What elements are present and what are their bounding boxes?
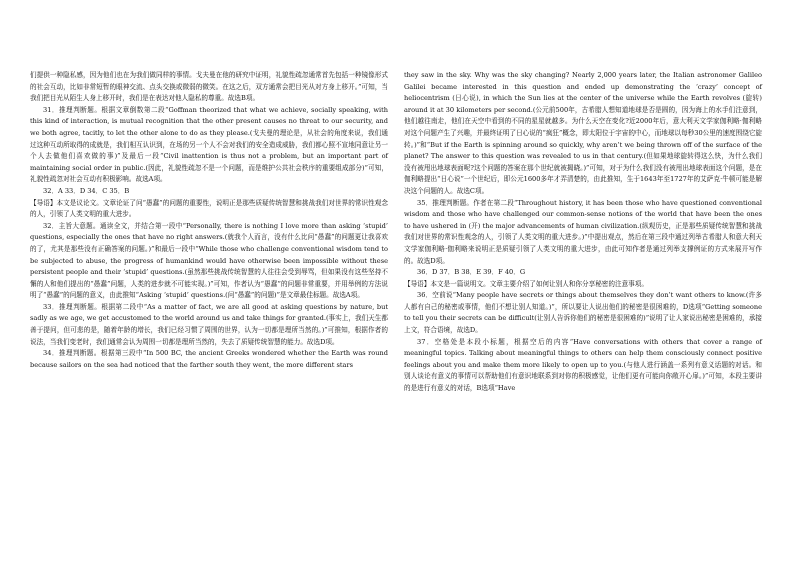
paragraph-r0: they saw in the sky. Why was the sky changing? Nearly 2,000 years later, the Italian astronomer Galileo Galilei became interested in this question and ended up demonstrating the ‘crazy’ concept of heliocentrism (日心说), in which the Sun lies at the center of the universe while the Earth revolves (旋转) around it at 30 kilometers per second.(公元前500年，古希腊人想知道地球是否是圆的，因为海上的水手们注意到，他们越往南走，他们在天空中看到的不同的星星就越多。为什么天空在变化?近2000年后，意大利天文学家伽利略·伽利略对这个问题产生了兴趣，并最终证明了日心说的“疯狂”概念，即太阳位于宇宙的中心，而地球以每秒30公里的速度围绕它旋转。)”和“But if the Earth is spinning around so quickly, why aren’t we being thrown off of the surface of the planet? The answer to this question was revealed to us in that century.(但如果地球旋转得这么快，为什么我们没有被甩出地球表面呢?这个问题的答案在那个世纪就被揭晓。)”可知，对于为什么我们没有被甩出地球表面这个问题，是在伽利略提出“日心说”一个世纪后，即公元1600多年才弄清楚的，由此推知，生于1643年至1727年的艾萨克·牛顿可能是解决这个问题的人。故选C项。 [404, 71, 763, 195]
paragraph-l6: 34．推理判断题。根据第三段中“In 500 BC, the ancient Greeks wondered whether the Earth was round because sailors on the sea had noticed that the farther south they went, the more different stars [30, 349, 388, 369]
paragraph-l0: 们提供一种隐私感，因为他们也在为我们做同样的事情。戈夫曼在他的研究中证明，礼貌性疏忽通常首先包括一种镜像形式的社会互动，比如非常短暂的眼神交流、点头交换或微弱的微笑。在这之后，双方通常会把目光从对方身上移开。”可知，当我们把目光从陌生人身上移开时，我们是在表达对他人隐私的尊重。故选B项。 [30, 71, 388, 103]
paragraph-r5: 37．空格处是本段小标题，根据空后的内容“Have conversations with others that cover a range of meaningful topics. Talking about meaningful things to others can help them consciously connect positive feelings about you and make them more likely to open up to you.(与他人进行涵盖一系列有意义话题的对话。和别人谈论有意义的事情可以帮助他们有意识地联系到对你的积极感觉，让他们更有可能向你敞开心扉。)”可知，本段主要讲的是进行有意义的对话，B选项“Have [404, 337, 762, 393]
paragraph-l1: 31．推理判断题。根据文章倒数第二段“Goffman theorized that what we achieve, socially speaking, with this kind of interaction, is mutual recognition that the other present causes no threat to our security, and we both agree, tacitly, to let the other alone to do as they please.(戈夫曼的理论是，从社会的角度来说，我们通过这种互动所取得的成就是，我们相互认识到，在场的另一个人不会对我们的安全造成威胁，我们都心照不宣地同意让另一个人去做他们喜欢做的事)”及最后一段“Civil inattention is thus not a problem, but an important part of maintaining social order in public.(因此，礼貌性疏忽不是一个问题，而是维护公共社会秩序的重要组成部分)”可知，礼貌性疏忽对社会互动有积极影响。故选A项。 [30, 105, 388, 184]
paragraph-r4: 36．空前说“Many people have secrets or things about themselves they don’t want others to know.(许多人都有自己的秘密或事情，他们不想让别人知道。)”，所以要让人说出他们的秘密是很困难的，D选项“Getting someone to tell you their secrets can be difficult(让别人告诉你他们的秘密是很困难的)”说明了让人家说出秘密是困难的，承接上文，符合语境，故选D。 [404, 291, 762, 335]
answer-key-32-35: 32．A 33．D 34．C 35．B [43, 186, 130, 195]
paragraph-l3: 【导语】本文是议论文。文章论证了问“愚蠢”的问题的重要性，说明正是那些质疑传统智慧和挑战我们对世界的常识性观念的人，引领了人类文明的重大进步。 [30, 198, 388, 219]
paragraph-r3: 【导语】本文是一篇说明文。文章主要介绍了如何让别人和你分享秘密的注意事项。 [404, 279, 648, 288]
paragraph-r1: 35．推理判断题。作者在第二段“Throughout history, it has been those who have questioned conventional wisdom and those who have challenged our common-sense notions of the world that have been the ones to have ushered in (开) the major advancements of human civilization.(纵观历史，正是那些质疑传统智慧和挑战我们对世界的常识性观念的人，引领了人类文明的重大进步。)”中提出观点，然后在第三段中通过列举古希腊人和意大利天文学家伽利略·伽利略来说明正是质疑引领了人类文明的重大进步，由此可知作者是通过列举支撑例证的方式来展开写作的。故选D项。 [404, 198, 762, 265]
paragraph-l5: 33．推理判断题。根据第二段中“As a matter of fact, we are all good at asking questions by nature, but sadly as we age, we get accustomed to the world around us and take things for granted.(事实上，我们天生都善于提问，但可悲的是，随着年龄的增长，我们已经习惯了周围的世界，认为一切都是理所当然的。)”可推知，根据作者的说法，当我们变老时，我们通常会认为周围一切都是理所当然的，失去了质疑传统智慧的能力。故选D项。 [30, 302, 388, 346]
answer-key-36-40: 36．D 37．B 38．E 39．F 40．G [417, 268, 526, 277]
paragraph-l4: 32．主旨大意题。通读全文，并结合第一段中“Personally, there is nothing I love more than asking ‘stupid’ questions, especially the ones that have no right answers.(就我个人而言，没有什么比问“愚蠢”的问题更让我喜欢的了，尤其是那些没有正确答案的问题。)”和最后一段中“While those who challenge conventional wisdom tend to be subjected to abuse, the progress of humankind would have otherwise been impossible without these persistent people and their ‘stupid’ questions.(虽然那些挑战传统智慧的人往往会受到辱骂，但如果没有这些坚持不懈的人和他们提出的“愚蠢”问题，人类的进步就不可能实现。)”可知，作者认为“愚蠢”的问题非常重要，并用举例的方法说明了“愚蠢”的问题的意义，由此推知“Asking ‘stupid’ questions.(问“愚蠢”的问题)”是文章最佳标题。故选A项。 [30, 221, 388, 300]
left-column [30, 70, 388, 371]
right-column [404, 70, 762, 395]
